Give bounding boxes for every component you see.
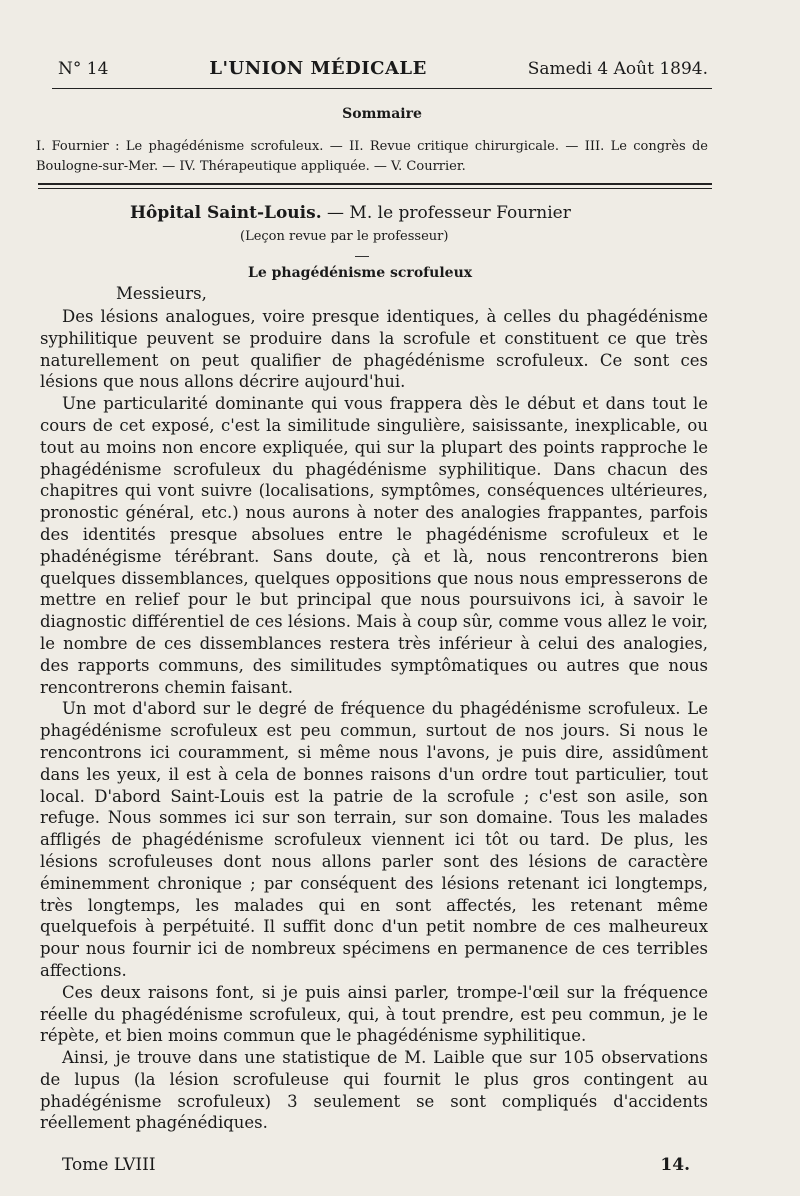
- sommaire-heading: Sommaire: [342, 106, 422, 122]
- article-author: — M. le professeur Fournier: [321, 203, 571, 223]
- article-body: [40, 306, 708, 1134]
- paragraph: Un mot d'abord sur le degré de fréquence du phagédénisme scrofuleux. Le phagédénisme scrofuleux est peu commun, surtout de nos jours. Si nous le rencontrons ici couramment, si même nous l'avons, je puis dire, assidûment dans les yeux, il est à cela de bonnes raisons d'un ordre tout particulier, tout local. D'abord Saint-Louis est la patrie de la scrofule ; c'est son asile, son refuge. Nous sommes ici sur son terrain, sur son domaine. Tous les malades affligés de phagédénisme scrofuleux viennent ici tôt ou tard. De plus, les lésions scrofuleuses dont nous allons parler sont des lésions de caractère éminemment chronique ; par conséquent des lésions retenant ici longtemps, très longtemps, les malades qui en sont affectés, les retenant même quelquefois à perpétuité. Il suffit donc d'un petit nombre de ces malheureux pour nous fournir ici de nombreux spécimens en permanence de ces terribles affections.: [40, 699, 708, 980]
- page-header: [58, 58, 708, 79]
- journal-title: L'UNION MÉDICALE: [209, 58, 427, 79]
- header-rule: [52, 88, 712, 89]
- sommaire-text: I. Fournier : Le phagédénisme scrofuleux. — II. Revue critique chirurgicale. — III. Le congrès de Boulogne-sur-Mer. — IV. Thérapeutique appliquée. — V. Courrier.: [36, 139, 708, 174]
- article-heading: [130, 203, 571, 223]
- article-subject: Le phagédénisme scrofuleux: [248, 265, 473, 281]
- hospital-name: Hôpital Saint-Louis.: [130, 203, 322, 223]
- heading-dash: [355, 256, 369, 257]
- page-number: 14.: [660, 1155, 690, 1175]
- paragraph: Une particularité dominante qui vous frappera dès le début et dans tout le cours de cet exposé, c'est la similitude singulière, saisissante, inexplicable, ou tout au moins non encore expliquée, qui sur la plupart des points rapproche le phagédénisme scrofuleux du phagédénisme syphilitique. Dans chacun des chapitres qui vont suivre (localisations, symptômes, conséquences ultérieures, pronostic général, etc.) nous aurons à noter des analogies frappantes, parfois des identités presque absolues entre le phagédénisme scrofuleux et le phadénégisme térébrant. Sans doute, çà et là, nous rencontrerons bien quelques dissemblances, quelques oppositions que nous nous empresserons de mettre en relief pour le but principal que nous poursuivons ici, à savoir le diagnostic différentiel de ces lésions. Mais à coup sûr, comme vous allez le voir, le nombre de ces dissemblances restera très inférieur à celui des analogies, des rapports communs, des similitudes symptômatiques ou autres que nous rencontrerons chemin faisant.: [40, 394, 708, 697]
- salutation: Messieurs,: [116, 284, 207, 303]
- section-rule-thin: [38, 188, 712, 189]
- issue-date: Samedi 4 Août 1894.: [527, 59, 708, 79]
- section-rule: [38, 183, 712, 185]
- lecon-note: (Leçon revue par le professeur): [240, 229, 449, 244]
- page-footer: [62, 1155, 690, 1175]
- volume-label: Tome LVIII: [62, 1155, 156, 1175]
- paragraph: Des lésions analogues, voire presque identiques, à celles du phagédénisme syphilitique peuvent se produire dans la scrofule et constituent ce que très naturellement on peut qualifier de phagédénisme scrofuleux. Ce sont ces lésions que nous allons décrire aujourd'hui.: [40, 307, 708, 392]
- issue-number: N° 14: [58, 59, 109, 79]
- paragraph: Ces deux raisons font, si je puis ainsi parler, trompe-l'œil sur la fréquence réelle du phagédénisme scrofuleux, qui, à tout prendre, est peu commun, je le répète, et bien moins commun que le phagédénisme syphilitique.: [40, 982, 708, 1046]
- paragraph: Ainsi, je trouve dans une statistique de M. Laible que sur 105 observations de lupus (la lésion scrofuleuse qui fournit le plus gros contingent au phadégénisme scrofuleux) 3 seulement se sont compliqués d'accidents réellement phagénédiques.: [40, 1048, 708, 1133]
